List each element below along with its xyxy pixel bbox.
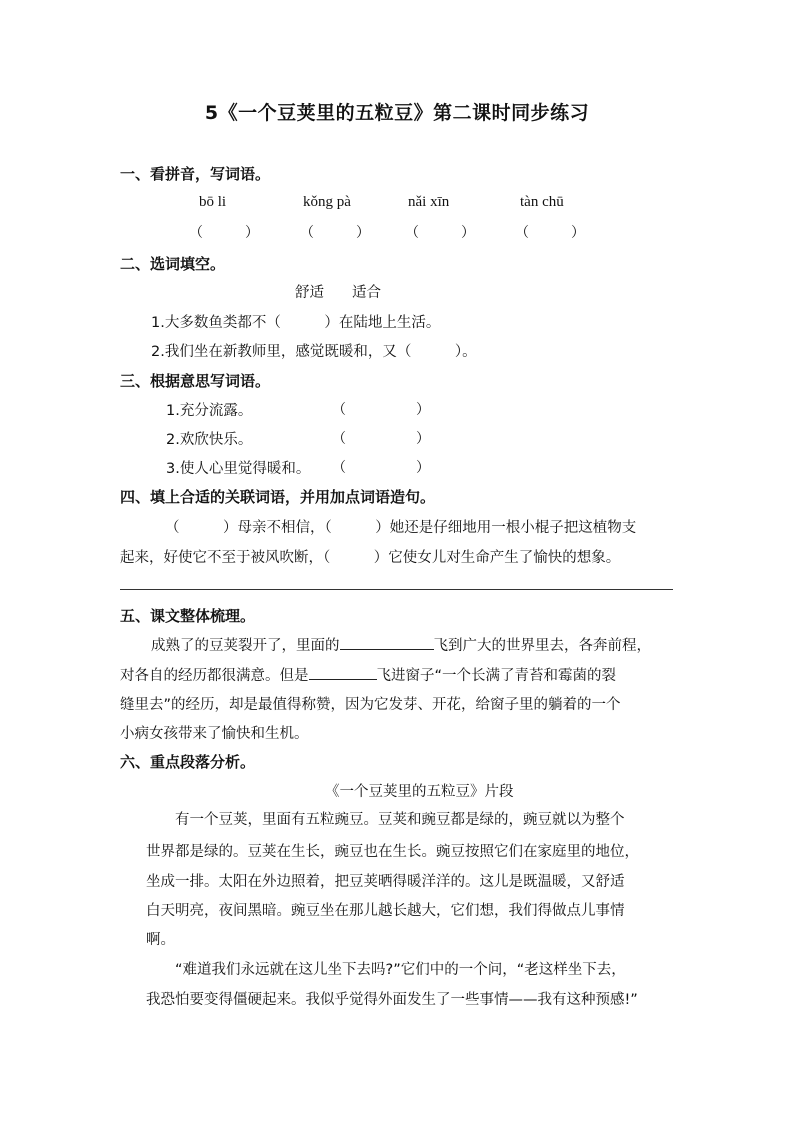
summary-blank-1[interactable]: [340, 649, 434, 650]
pinyin-3: nǎi xīn: [408, 194, 450, 210]
summary-text: 飞到广大的世界里去，各奔前程，: [433, 638, 651, 654]
passage-title: 《一个豆荚里的五粒豆》片段: [325, 784, 514, 800]
meaning-blank-3[interactable]: （ ）: [332, 460, 430, 476]
pinyin-1: bō li: [199, 194, 227, 210]
conjunction-line-2: 起来，好使它不至于被风吹断，（ ）它使女儿对生命产生了愉快的想象。: [120, 550, 621, 566]
passage-line: 世界都是绿的。豆荚在生长，豌豆也在生长。豌豆按照它们在家庭里的地位，: [146, 844, 639, 860]
summary-line-4: 小病女孩带来了愉快和生机。: [120, 726, 309, 742]
answer-blank-4[interactable]: （ ）: [515, 225, 585, 241]
word-option-2: 适合: [352, 285, 381, 301]
writing-line[interactable]: [120, 589, 673, 590]
summary-text: 飞进窗子“一个长满了青苔和霉菌的裂: [376, 668, 617, 684]
passage-line: “难道我们永远就在这儿坐下去吗?”它们中的一个问，“老这样坐下去，: [175, 962, 626, 978]
meaning-item-3: 3.使人心里觉得暖和。: [166, 461, 311, 477]
section-6-heading: 六、重点段落分析。: [120, 753, 256, 771]
meaning-item-2: 2.欢欣快乐。: [166, 432, 253, 448]
passage-line: 啊。: [146, 932, 175, 948]
summary-line-1: [151, 634, 651, 655]
summary-text: 成熟了的豆荚裂开了，里面的: [151, 638, 340, 654]
section-3-heading: 三、根据意思写词语。: [120, 372, 271, 390]
answer-blank-1[interactable]: （ ）: [189, 225, 259, 241]
passage-line: 有一个豆荚，里面有五粒豌豆。豆荚和豌豆都是绿的，豌豆就以为整个: [175, 812, 625, 828]
word-option-1: 舒适: [295, 285, 324, 301]
page-title: 5《一个豆荚里的五粒豆》第二课时同步练习: [204, 102, 590, 124]
meaning-blank-2[interactable]: （ ）: [332, 431, 430, 447]
meaning-item-1: 1.充分流露。: [166, 403, 253, 419]
fill-question-1: 1.大多数鱼类都不（ ）在陆地上生活。: [151, 315, 441, 331]
passage-line: 坐成一排。太阳在外边照着，把豆荚晒得暖洋洋的。这儿是既温暖，又舒适: [146, 874, 625, 890]
meaning-blank-1[interactable]: （ ）: [332, 402, 430, 418]
section-2-heading: 二、选词填空。: [120, 255, 226, 273]
conjunction-line-1: （ ）母亲不相信，（ ）她还是仔细地用一根小棍子把这植物支: [165, 520, 637, 536]
summary-line-3: 缝里去”的经历，却是最值得称赞，因为它发芽、开花，给窗子里的躺着的一个: [120, 697, 621, 713]
passage-line: 白天明亮，夜间黑暗。豌豆坐在那儿越长越大，它们想，我们得做点儿事情: [146, 903, 625, 919]
section-4-heading: 四、填上合适的关联词语，并用加点词语造句。: [120, 488, 436, 506]
fill-question-2: 2.我们坐在新教师里，感觉既暖和，又（ ）。: [151, 344, 477, 360]
summary-text: 对各自的经历都很满意。但是: [120, 668, 309, 684]
summary-blank-2[interactable]: [309, 679, 377, 680]
section-5-heading: 五、课文整体梳理。: [120, 607, 256, 625]
answer-blank-2[interactable]: （ ）: [300, 225, 370, 241]
pinyin-4: tàn chū: [520, 194, 564, 210]
section-1-heading: 一、看拼音，写词语。: [120, 165, 271, 183]
summary-line-2: [120, 664, 616, 685]
pinyin-2: kǒng pà: [303, 194, 351, 210]
passage-line: 我恐怕要变得僵硬起来。我似乎觉得外面发生了一些事情——我有这种预感!”: [146, 992, 638, 1008]
answer-blank-3[interactable]: （ ）: [405, 225, 475, 241]
